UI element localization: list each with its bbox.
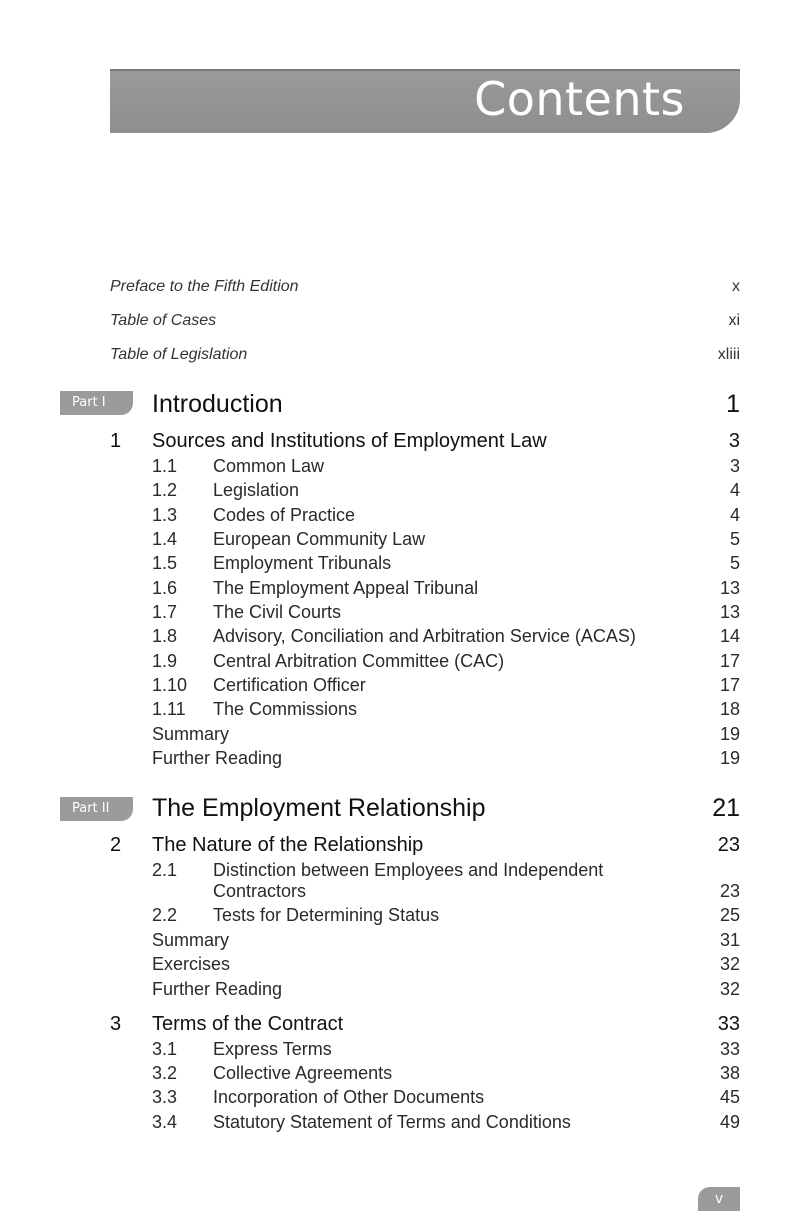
toc-section[interactable]	[0, 626, 800, 650]
section-title: The Employment Appeal Tribunal	[213, 578, 479, 598]
section-title: Advisory, Conciliation and Arbitration Service (ACAS)	[213, 626, 636, 646]
toc-section[interactable]	[0, 480, 800, 504]
part-page: 21	[712, 794, 740, 822]
section-number: 3.4	[152, 1112, 178, 1132]
section-title: Legislation	[213, 480, 300, 500]
toc-further-reading[interactable]	[0, 748, 800, 772]
section-number: 1.7	[152, 602, 178, 622]
chapter-title: The Nature of the Relationship	[152, 834, 424, 856]
section-page: 25	[719, 905, 740, 925]
section-page: 5	[729, 553, 740, 573]
section-page: 18	[719, 699, 740, 719]
entry-title: Summary	[152, 724, 230, 744]
toc-section[interactable]	[0, 651, 800, 675]
toc-section[interactable]	[0, 578, 800, 602]
section-page: 49	[719, 1112, 740, 1132]
toc-further-reading[interactable]	[0, 979, 800, 1003]
section-title: Incorporation of Other Documents	[213, 1087, 485, 1107]
chapter-number: 2	[110, 834, 122, 856]
section-title: European Community Law	[213, 529, 426, 549]
section-page: 23	[719, 881, 740, 901]
chapter-page: 33	[717, 1013, 740, 1035]
entry-title: Exercises	[152, 954, 231, 974]
section-number: 1.10	[152, 675, 188, 695]
toc-exercises[interactable]	[0, 954, 800, 978]
section-number: 3.2	[152, 1063, 178, 1083]
section-title: Express Terms	[213, 1039, 332, 1059]
toc-summary[interactable]	[0, 930, 800, 954]
part-page: 1	[726, 390, 740, 418]
section-page: 4	[729, 480, 740, 500]
section-number: 1.5	[152, 553, 178, 573]
section-title: Statutory Statement of Terms and Conditions	[213, 1112, 571, 1132]
section-title: Common Law	[213, 456, 325, 476]
toc-entry-table-of-cases[interactable]	[0, 312, 800, 336]
section-title: Employment Tribunals	[213, 553, 392, 573]
toc-section[interactable]	[0, 1039, 800, 1063]
chapter-page: 23	[717, 834, 740, 856]
part-tag: Part I	[60, 391, 133, 415]
toc-section[interactable]	[0, 675, 800, 699]
section-page: 33	[719, 1039, 740, 1059]
toc-section[interactable]	[0, 1112, 800, 1136]
section-number: 2.1	[152, 860, 178, 880]
section-page: 13	[719, 602, 740, 622]
chapter-title: Terms of the Contract	[152, 1013, 344, 1035]
section-page: 13	[719, 578, 740, 598]
toc-part-1[interactable]	[0, 390, 800, 420]
section-page: 17	[719, 651, 740, 671]
toc-section[interactable]	[0, 505, 800, 529]
section-page: 3	[729, 456, 740, 476]
entry-page: 32	[719, 979, 740, 999]
contents-banner	[110, 69, 740, 133]
section-number: 1.8	[152, 626, 178, 646]
entry-title: Preface to the Fifth Edition	[110, 278, 299, 295]
toc-section[interactable]	[0, 529, 800, 553]
entry-page: 32	[719, 954, 740, 974]
section-number: 3.1	[152, 1039, 178, 1059]
entry-page: x	[732, 278, 740, 295]
chapter-page: 3	[728, 430, 740, 452]
section-number: 3.3	[152, 1087, 178, 1107]
toc-summary[interactable]	[0, 724, 800, 748]
section-page: 4	[729, 505, 740, 525]
toc-part-2[interactable]	[0, 794, 800, 824]
entry-page: 19	[719, 724, 740, 744]
section-title: Certification Officer	[213, 675, 366, 695]
entry-page: xi	[728, 312, 740, 329]
toc-section[interactable]	[0, 456, 800, 480]
section-title: The Commissions	[213, 699, 358, 719]
section-number: 1.9	[152, 651, 178, 671]
section-number: 1.4	[152, 529, 178, 549]
toc-entry-preface[interactable]	[0, 278, 800, 302]
toc-section[interactable]	[0, 553, 800, 577]
toc-section[interactable]	[0, 602, 800, 626]
section-number: 1.3	[152, 505, 178, 525]
chapter-number: 1	[110, 430, 122, 452]
entry-title: Table of Cases	[110, 312, 217, 329]
part-title: The Employment Relationship	[152, 794, 486, 822]
section-title: Central Arbitration Committee (CAC)	[213, 651, 505, 671]
section-page: 45	[719, 1087, 740, 1107]
toc-entry-table-of-legislation[interactable]	[0, 346, 800, 370]
section-number: 1.11	[152, 699, 186, 719]
part-tag: Part II	[60, 797, 133, 821]
section-number: 1.6	[152, 578, 178, 598]
entry-title: Further Reading	[152, 979, 283, 999]
section-title: Tests for Determining Status	[213, 905, 440, 925]
entry-page: xliii	[717, 346, 740, 363]
chapter-number: 3	[110, 1013, 122, 1035]
page-number-tab: v	[698, 1187, 740, 1211]
section-title: Codes of Practice	[213, 505, 356, 525]
entry-page: 31	[719, 930, 740, 950]
page-title: Contents	[474, 72, 685, 126]
part-title: Introduction	[152, 390, 283, 418]
section-number: 1.2	[152, 480, 178, 500]
section-page: 14	[719, 626, 740, 646]
section-number: 2.2	[152, 905, 178, 925]
section-page: 38	[719, 1063, 740, 1083]
entry-title: Table of Legislation	[110, 346, 248, 363]
toc-chapter-2[interactable]	[0, 834, 800, 858]
section-title-line1: Distinction between Employees and Independent	[213, 860, 604, 880]
chapter-title: Sources and Institutions of Employment Law	[152, 430, 547, 452]
toc-chapter-3[interactable]	[0, 1013, 800, 1037]
entry-title: Summary	[152, 930, 230, 950]
section-title: The Civil Courts	[213, 602, 342, 622]
toc-section[interactable]	[0, 905, 800, 929]
toc-section[interactable]	[0, 1087, 800, 1111]
section-number: 1.1	[152, 456, 178, 476]
section-page: 5	[729, 529, 740, 549]
toc-section[interactable]	[0, 699, 800, 723]
toc-section-continued[interactable]	[0, 881, 800, 905]
section-title: Collective Agreements	[213, 1063, 393, 1083]
section-page: 17	[719, 675, 740, 695]
entry-page: 19	[719, 748, 740, 768]
toc-section[interactable]	[0, 1063, 800, 1087]
section-title-line2: Contractors	[213, 881, 307, 901]
toc-chapter-1[interactable]	[0, 430, 800, 454]
entry-title: Further Reading	[152, 748, 283, 768]
